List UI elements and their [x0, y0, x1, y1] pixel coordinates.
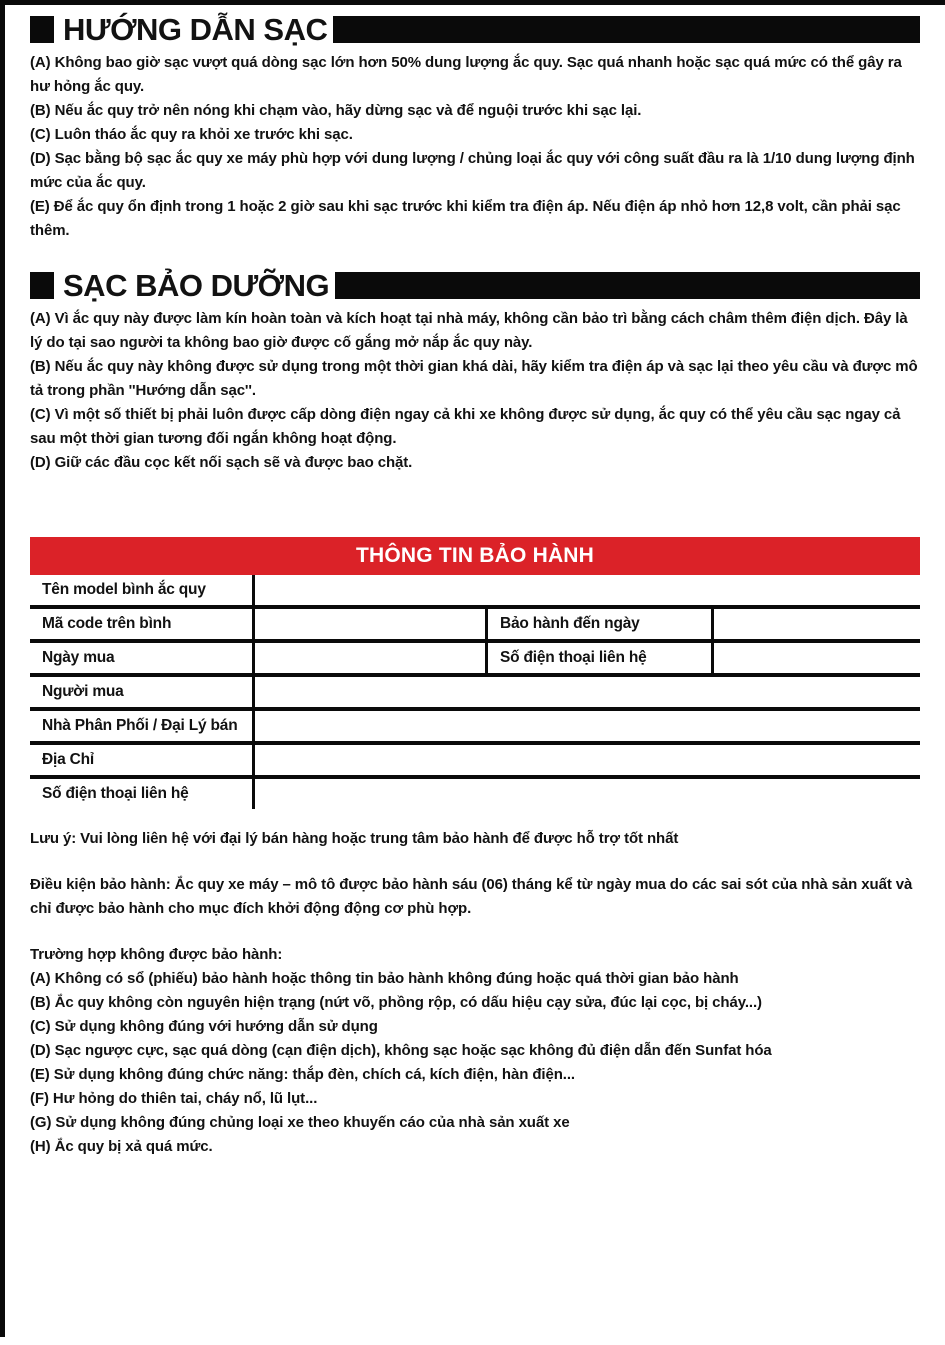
warranty-table-title: THÔNG TIN BẢO HÀNH	[30, 537, 920, 575]
table-row	[30, 677, 920, 707]
cell-purchase-date-value	[252, 643, 485, 673]
black-square-bullet-icon	[30, 16, 54, 43]
cell-contact-phone-value	[711, 643, 920, 673]
table-row	[30, 745, 920, 775]
warranty-conditions: Điều kiện bảo hành: Ắc quy xe máy – mô tô được bảo hành sáu (06) tháng kể từ ngày mua do các sai sót của nhà sản xuất và chỉ được bảo hành cho mục đích khởi động động cơ phù hợp.	[30, 876, 913, 917]
section-charging-header	[30, 13, 920, 46]
exclusion-item-h: (H) Ắc quy bị xả quá mức.	[30, 1138, 213, 1155]
maintenance-item-a: (A) Vì ắc quy này được làm kín hoàn toàn và kích hoạt tại nhà máy, không cần bảo trì bằng cách châm thêm điện dịch. Đây là lý do tại sao người ta không bao giờ được cố gắng mở nắp ắc quy này.	[30, 310, 908, 351]
header-rule-bar	[333, 16, 920, 43]
cell-phone-value	[252, 779, 920, 809]
exclusion-item-d: (D) Sạc ngược cực, sạc quá dòng (cạn điện dịch), không sạc hoặc sạc không đủ điện dẫn đến Sunfat hóa	[30, 1042, 772, 1059]
row-label-phone: Số điện thoại liên hệ	[42, 785, 189, 802]
section-maintenance-body	[30, 307, 920, 475]
row-label-model: Tên model bình ắc quy	[42, 581, 206, 598]
section-maintenance-title: SẠC BẢO DƯỠNG	[63, 268, 330, 303]
exclusion-item-b: (B) Ắc quy không còn nguyên hiện trạng (nứt võ, phồng rộp, có dấu hiệu cạy sửa, đúc lại cọc, bị cháy...)	[30, 994, 762, 1011]
black-square-bullet-icon	[30, 272, 54, 299]
row-label-buyer: Người mua	[42, 683, 124, 700]
table-row	[30, 609, 920, 639]
section-maintenance-header	[30, 269, 920, 302]
table-row	[30, 643, 920, 673]
row-label-purchase-date: Ngày mua	[42, 649, 115, 666]
section-charging-body	[30, 51, 920, 243]
header-rule-bar	[335, 272, 920, 299]
maintenance-item-c: (C) Vì một số thiết bị phải luôn được cấp dòng điện ngay cả khi xe không được sử dụng, ắc quy có thể yêu cầu sạc ngay cả sau một thời gian tương đối ngắn không hoạt động.	[30, 406, 901, 447]
exclusion-item-e: (E) Sử dụng không đúng chức năng: thắp đèn, chích cá, kích điện, hàn điện...	[30, 1066, 575, 1083]
exclusions-block	[30, 943, 920, 1159]
exclusion-item-f: (F) Hư hỏng do thiên tai, cháy nổ, lũ lụt...	[30, 1090, 318, 1107]
cell-distributor-value	[252, 711, 920, 741]
left-edge-strip	[0, 0, 5, 1337]
table-row	[30, 779, 920, 809]
row-label-warranty-until: Bảo hành đến ngày	[485, 609, 711, 639]
exclusion-item-a: (A) Không có sổ (phiếu) bảo hành hoặc thông tin bảo hành không đúng hoặc quá thời gian bảo hành	[30, 970, 739, 987]
document-content	[30, 13, 920, 1159]
charging-item-d: (D) Sạc bằng bộ sạc ắc quy xe máy phù hợp với dung lượng / chủng loại ắc quy với công suất đầu ra là 1/10 dung lượng định mức của ắc quy.	[30, 150, 915, 191]
cell-buyer-value	[252, 677, 920, 707]
exclusion-item-c: (C) Sử dụng không đúng với hướng dẫn sử dụng	[30, 1018, 378, 1035]
exclusion-item-g: (G) Sử dụng không đúng chủng loại xe theo khuyến cáo của nhà sản xuất xe	[30, 1114, 570, 1131]
charging-item-e: (E) Để ắc quy ổn định trong 1 hoặc 2 giờ sau khi sạc trước khi kiểm tra điện áp. Nếu điện áp nhỏ hơn 12,8 volt, cần phải sạc thêm.	[30, 198, 901, 239]
warranty-table	[30, 537, 920, 809]
cell-model-value	[252, 575, 920, 605]
table-row	[30, 575, 920, 605]
maintenance-item-d: (D) Giữ các đầu cọc kết nối sạch sẽ và được bao chặt.	[30, 454, 413, 471]
table-row	[30, 711, 920, 741]
exclusions-title: Trường hợp không được bảo hành:	[30, 946, 283, 963]
charging-item-c: (C) Luôn tháo ắc quy ra khỏi xe trước khi sạc.	[30, 126, 353, 143]
charging-item-a: (A) Không bao giờ sạc vượt quá dòng sạc lớn hơn 50% dung lượng ắc quy. Sạc quá nhanh hoặc sạc quá mức có thể gây ra hư hỏng ắc quy.	[30, 54, 902, 95]
section-charging-title: HƯỚNG DẪN SẠC	[63, 12, 328, 47]
row-label-address: Địa Chỉ	[42, 751, 94, 768]
row-label-contact-phone: Số điện thoại liên hệ	[485, 643, 711, 673]
support-note: Lưu ý: Vui lòng liên hệ với đại lý bán hàng hoặc trung tâm bảo hành để được hỗ trợ tốt nhất	[30, 830, 679, 847]
maintenance-item-b: (B) Nếu ắc quy này không được sử dụng trong một thời gian khá dài, hãy kiểm tra điện áp và sạc lại theo yêu cầu và được mô tả trong phần ''Hướng dẫn sạc''.	[30, 358, 918, 399]
charging-item-b: (B) Nếu ắc quy trở nên nóng khi chạm vào, hãy dừng sạc và để nguội trước khi sạc lại.	[30, 102, 642, 119]
cell-address-value	[252, 745, 920, 775]
cell-warranty-until-value	[711, 609, 920, 639]
row-label-code: Mã code trên bình	[42, 615, 172, 632]
row-label-distributor: Nhà Phân Phối / Đại Lý bán	[42, 717, 238, 734]
cell-code-value	[252, 609, 485, 639]
top-edge-bar	[0, 0, 945, 5]
